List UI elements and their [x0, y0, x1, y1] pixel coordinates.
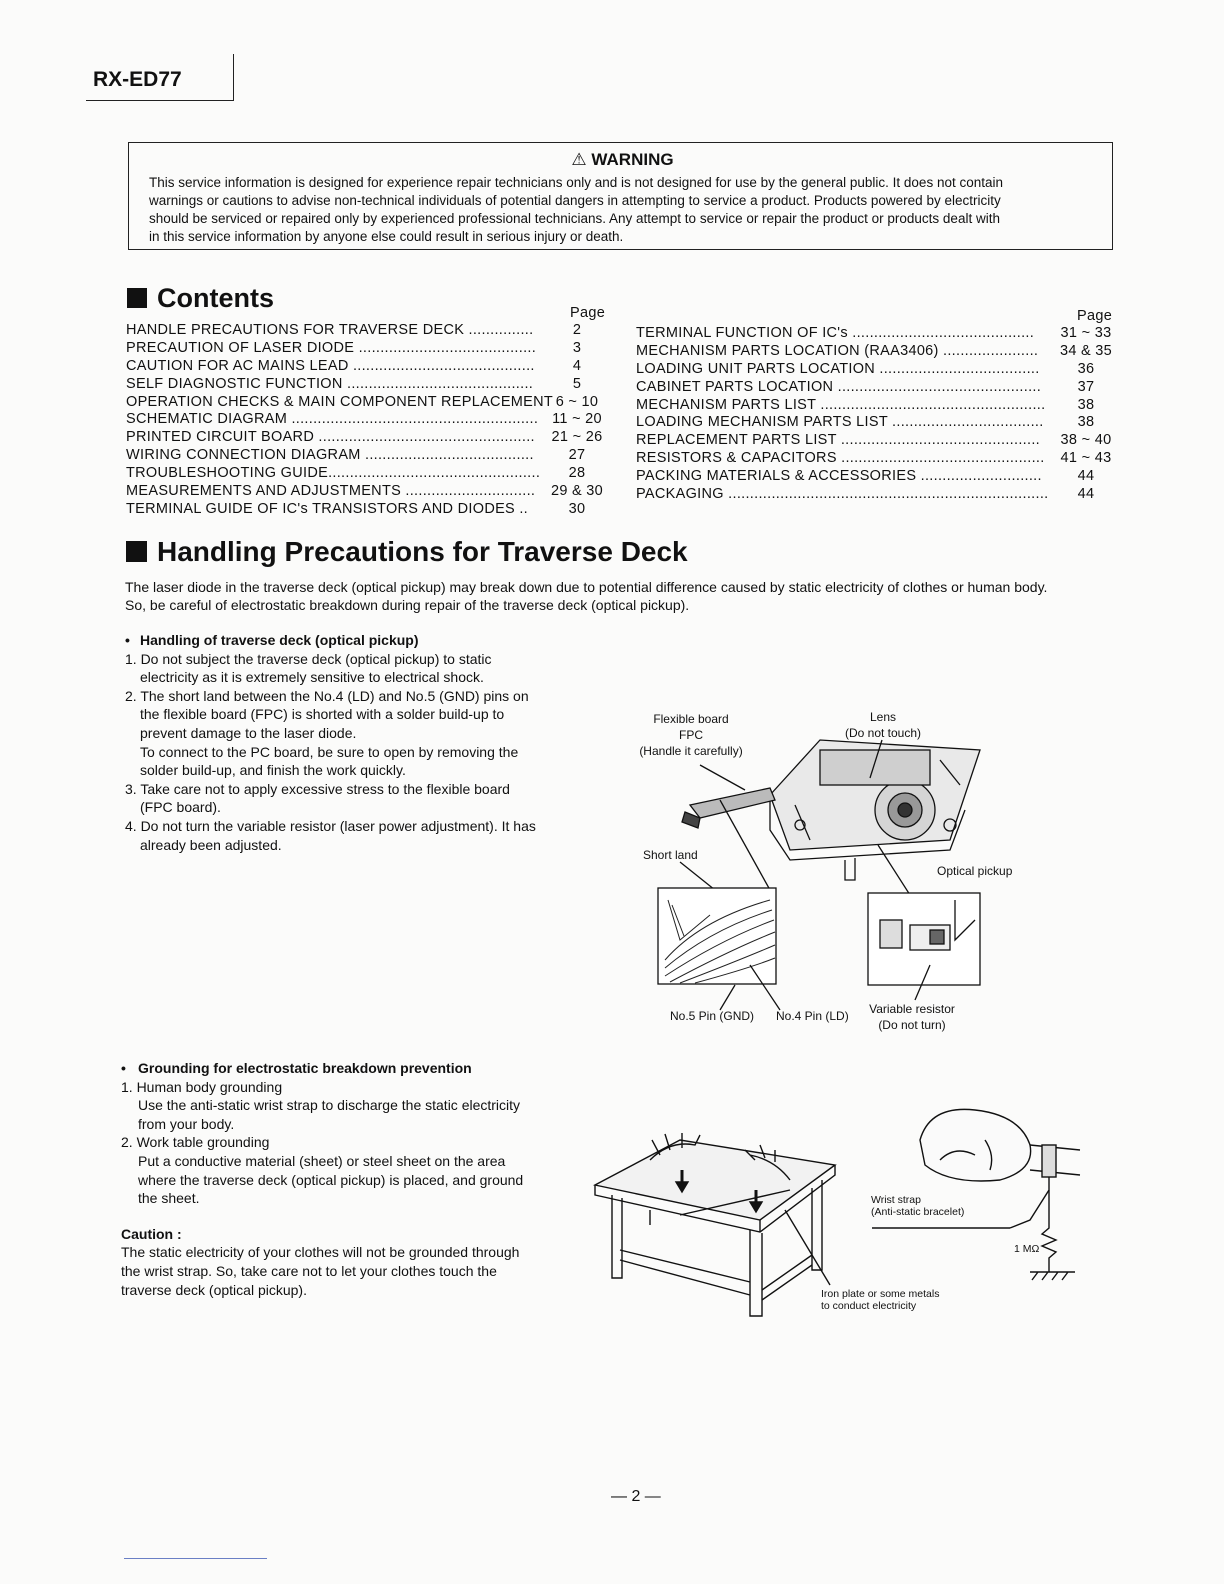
bottom-rule [124, 1558, 267, 1559]
toc-entry-title: LOADING UNIT PARTS LOCATION ..................................... [636, 360, 1040, 377]
section-heading-text: Grounding for electrostatic breakdown prevention [138, 1060, 472, 1076]
iron-plate-label [821, 1288, 939, 1312]
toc-entry [126, 358, 610, 376]
toc-entry-title: CAUTION FOR AC MAINS LEAD .......................................... [126, 357, 535, 374]
list-item: 4. Do not turn the variable resistor (laser power adjustment). It has already been adjusted. [125, 817, 536, 853]
grounding-section [121, 1059, 531, 1299]
toc-entry-page: 38 [1077, 414, 1095, 431]
toc-entry-page: 34 & 35 [1059, 342, 1113, 359]
square-bullet-icon [127, 288, 147, 308]
list-item: 3. Take care not to apply excessive stress to the flexible board (FPC board). [125, 780, 510, 816]
toc-entry-page: 44 [1077, 486, 1095, 503]
toc-entry [636, 468, 1116, 486]
handling-intro [125, 578, 1115, 614]
toc-entry-title: OPERATION CHECKS & MAIN COMPONENT REPLACEMENT [126, 393, 554, 410]
toc-entry [126, 340, 610, 358]
header-divider-horizontal [86, 100, 234, 101]
toc-entry-title: TROUBLESHOOTING GUIDE................................................. [126, 465, 541, 482]
label-line: (Handle it carefully) [639, 744, 743, 758]
label-line: FPC [679, 728, 703, 742]
list-item-text: Put a conductive material (sheet) or steel sheet on the area where the traverse deck (optical pickup) is placed, and ground the sheet. [138, 1152, 524, 1207]
caution-heading: Caution : [121, 1225, 182, 1242]
label-line: Iron plate or some metals [821, 1288, 940, 1300]
handling-section [125, 631, 545, 854]
toc-entry-title: SELF DIAGNOSTIC FUNCTION ........................................... [126, 375, 534, 392]
toc-entry-page: 38 [1077, 396, 1095, 413]
flexible-board-label [632, 711, 750, 759]
toc-entry-title: LOADING MECHANISM PARTS LIST ................................... [636, 414, 1044, 431]
label-line: Wrist strap [871, 1194, 921, 1206]
list-item-continuation: To connect to the PC board, be sure to open by removing the solder build-up, and finish the work quickly. [140, 743, 519, 779]
toc-entry-title: PACKAGING .......................................................................... [636, 486, 1049, 503]
toc-entry [126, 501, 610, 519]
label-line: (Do not turn) [878, 1018, 946, 1032]
page-number: — 2 — [611, 1488, 661, 1505]
warning-line: This service information is designed for experience repair technicians only and is not designed for use by the general public. It does not contain [149, 175, 1003, 190]
warning-triangle-icon: ⚠ [571, 150, 587, 169]
handling-heading-text: Handling Precautions for Traverse Deck [157, 536, 688, 567]
optical-pickup-label: Optical pickup [937, 864, 1013, 878]
toc-entry-title: CABINET PARTS LOCATION ............................................... [636, 378, 1042, 395]
label-line: Variable resistor [869, 1002, 955, 1016]
label-line: Lens [869, 710, 897, 724]
toc-right-column [636, 308, 1116, 504]
toc-entry-title: RESISTORS & CAPACITORS ............................................... [636, 450, 1045, 467]
toc-entry [636, 432, 1116, 450]
toc-entry-page: 11 ~ 20 [552, 411, 602, 428]
toc-entry [126, 411, 610, 429]
toc-entry-title: MECHANISM PARTS LIST .................................................... [636, 396, 1046, 413]
pin4-label: No.4 Pin (LD) [776, 1009, 849, 1023]
toc-entry-page: 21 ~ 26 [551, 429, 603, 446]
toc-entry [636, 343, 1116, 361]
short-land-label: Short land [643, 848, 698, 862]
warning-line: warnings or cautions to advise non-technical individuals of potential dangers in attempting to service a product. Products powered by electricity [149, 193, 1001, 208]
toc-entry-page: 37 [1077, 378, 1095, 395]
toc-entry-title: TERMINAL GUIDE OF IC's TRANSISTORS AND DIODES .. [126, 500, 529, 517]
toc-entry-page: 4 [572, 357, 582, 374]
resistor-label: 1 MΩ [1014, 1243, 1040, 1255]
toc-entry [126, 483, 610, 501]
warning-title [149, 150, 1096, 170]
toc-entry [636, 397, 1116, 415]
toc-entry-title: TERMINAL FUNCTION OF IC's .......................................... [636, 325, 1035, 341]
label-line: Flexible board [653, 712, 729, 726]
pin5-label: No.5 Pin (GND) [670, 1009, 755, 1023]
toc-entry-title: SCHEMATIC DIAGRAM ......................................................... [126, 411, 539, 428]
variable-resistor-label [862, 1001, 962, 1033]
warning-title-text: WARNING [591, 150, 674, 169]
list-item: 2. Work table grounding [121, 1134, 270, 1151]
toc-entry-title: WIRING CONNECTION DIAGRAM ....................................... [126, 447, 534, 464]
toc-entry-page: 28 [568, 465, 586, 482]
section-heading: • Handling of traverse deck (optical pickup) [125, 632, 419, 648]
list-item-text: Use the anti-static wrist strap to discharge the static electricity from your body. [138, 1097, 521, 1132]
label-line: (Do not touch) [844, 726, 922, 740]
toc-entry-title: PRECAUTION OF LASER DIODE ......................................... [126, 339, 537, 356]
list-item: 1. Human body grounding [121, 1078, 283, 1095]
toc-entry-page: 41 ~ 43 [1060, 450, 1112, 467]
toc-entry-title: MEASUREMENTS AND ADJUSTMENTS .............................. [126, 483, 536, 500]
page-column-label: Page [1077, 308, 1113, 324]
page-column-label: Page [570, 305, 606, 321]
intro-line: The laser diode in the traverse deck (optical pickup) may break down due to potential difference caused by static electricity of clothes or human body. [125, 579, 1048, 595]
label-line: (Anti-static bracelet) [871, 1206, 965, 1218]
toc-entry-page: 30 [568, 500, 586, 517]
intro-line: So, be careful of electrostatic breakdown during repair of the traverse deck (optical pickup). [125, 597, 690, 613]
label-line: to conduct electricity [821, 1300, 917, 1312]
toc-entry-page: 2 [572, 322, 582, 338]
toc-entry [126, 394, 610, 412]
toc-entry-page: 6 ~ 10 [555, 393, 599, 410]
list-item: 1. Do not subject the traverse deck (optical pickup) to static electricity as it is extremely sensitive to electrical shock. [125, 650, 492, 686]
toc-entry [126, 447, 610, 465]
toc-entry-page: 44 [1077, 468, 1095, 485]
warning-line: should be serviced or repaired only by experienced professional technicians. Any attempt to service or repair the product or products dealt with [149, 211, 1000, 226]
toc-entry [636, 450, 1116, 468]
toc-entry [636, 486, 1116, 504]
toc-entry [126, 429, 610, 447]
wrist-strap-label [871, 1194, 964, 1218]
toc-entry [636, 414, 1116, 432]
toc-entry [126, 322, 610, 340]
square-bullet-icon [126, 541, 147, 562]
toc-entry-page: 38 ~ 40 [1060, 432, 1112, 449]
toc-entry [636, 361, 1116, 379]
toc-entry-title: PRINTED CIRCUIT BOARD .................................................. [126, 429, 535, 446]
header-divider-vertical [233, 54, 234, 101]
toc-entry [636, 379, 1116, 397]
toc-entry-page: 31 ~ 33 [1060, 325, 1112, 341]
warning-box [128, 142, 1113, 250]
toc-entry-page: 3 [572, 339, 582, 356]
list-item: 2. The short land between the No.4 (LD) and No.5 (GND) pins on the flexible board (FPC) is shorted with a solder build-up to prevent damage to the laser diode. [125, 687, 529, 741]
model-number: RX-ED77 [93, 68, 182, 91]
toc-entry-page: 27 [568, 447, 586, 464]
toc-entry [126, 465, 610, 483]
toc-left-column [126, 305, 610, 519]
toc-entry-title: REPLACEMENT PARTS LIST .............................................. [636, 432, 1040, 449]
caution-text: The static electricity of your clothes will not be grounded through the wrist strap. So, take care not to let your clothes touch the traverse deck (optical pickup). [121, 1244, 520, 1298]
warning-line: in this service information by anyone else could result in serious injury or death. [149, 229, 624, 244]
toc-entry [126, 376, 610, 394]
section-heading-text: Handling of traverse deck (optical pickup) [140, 632, 419, 648]
toc-entry-page: 29 & 30 [550, 483, 604, 500]
toc-entry-title: HANDLE PRECAUTIONS FOR TRAVERSE DECK ............... [126, 322, 534, 338]
warning-text [149, 174, 1096, 246]
contents-heading-text: Contents [157, 283, 274, 313]
contents-heading [127, 283, 274, 314]
toc-entry-page: 5 [572, 375, 582, 392]
section-heading: • Grounding for electrostatic breakdown prevention [121, 1060, 472, 1076]
toc-entry-title: MECHANISM PARTS LOCATION (RAA3406) ...................... [636, 342, 1039, 359]
handling-heading [126, 536, 688, 568]
lens-label [838, 709, 928, 741]
toc-entry-title: PACKING MATERIALS & ACCESSORIES ............................ [636, 468, 1042, 485]
toc-entry-page: 36 [1077, 360, 1095, 377]
toc-entry [636, 325, 1116, 343]
